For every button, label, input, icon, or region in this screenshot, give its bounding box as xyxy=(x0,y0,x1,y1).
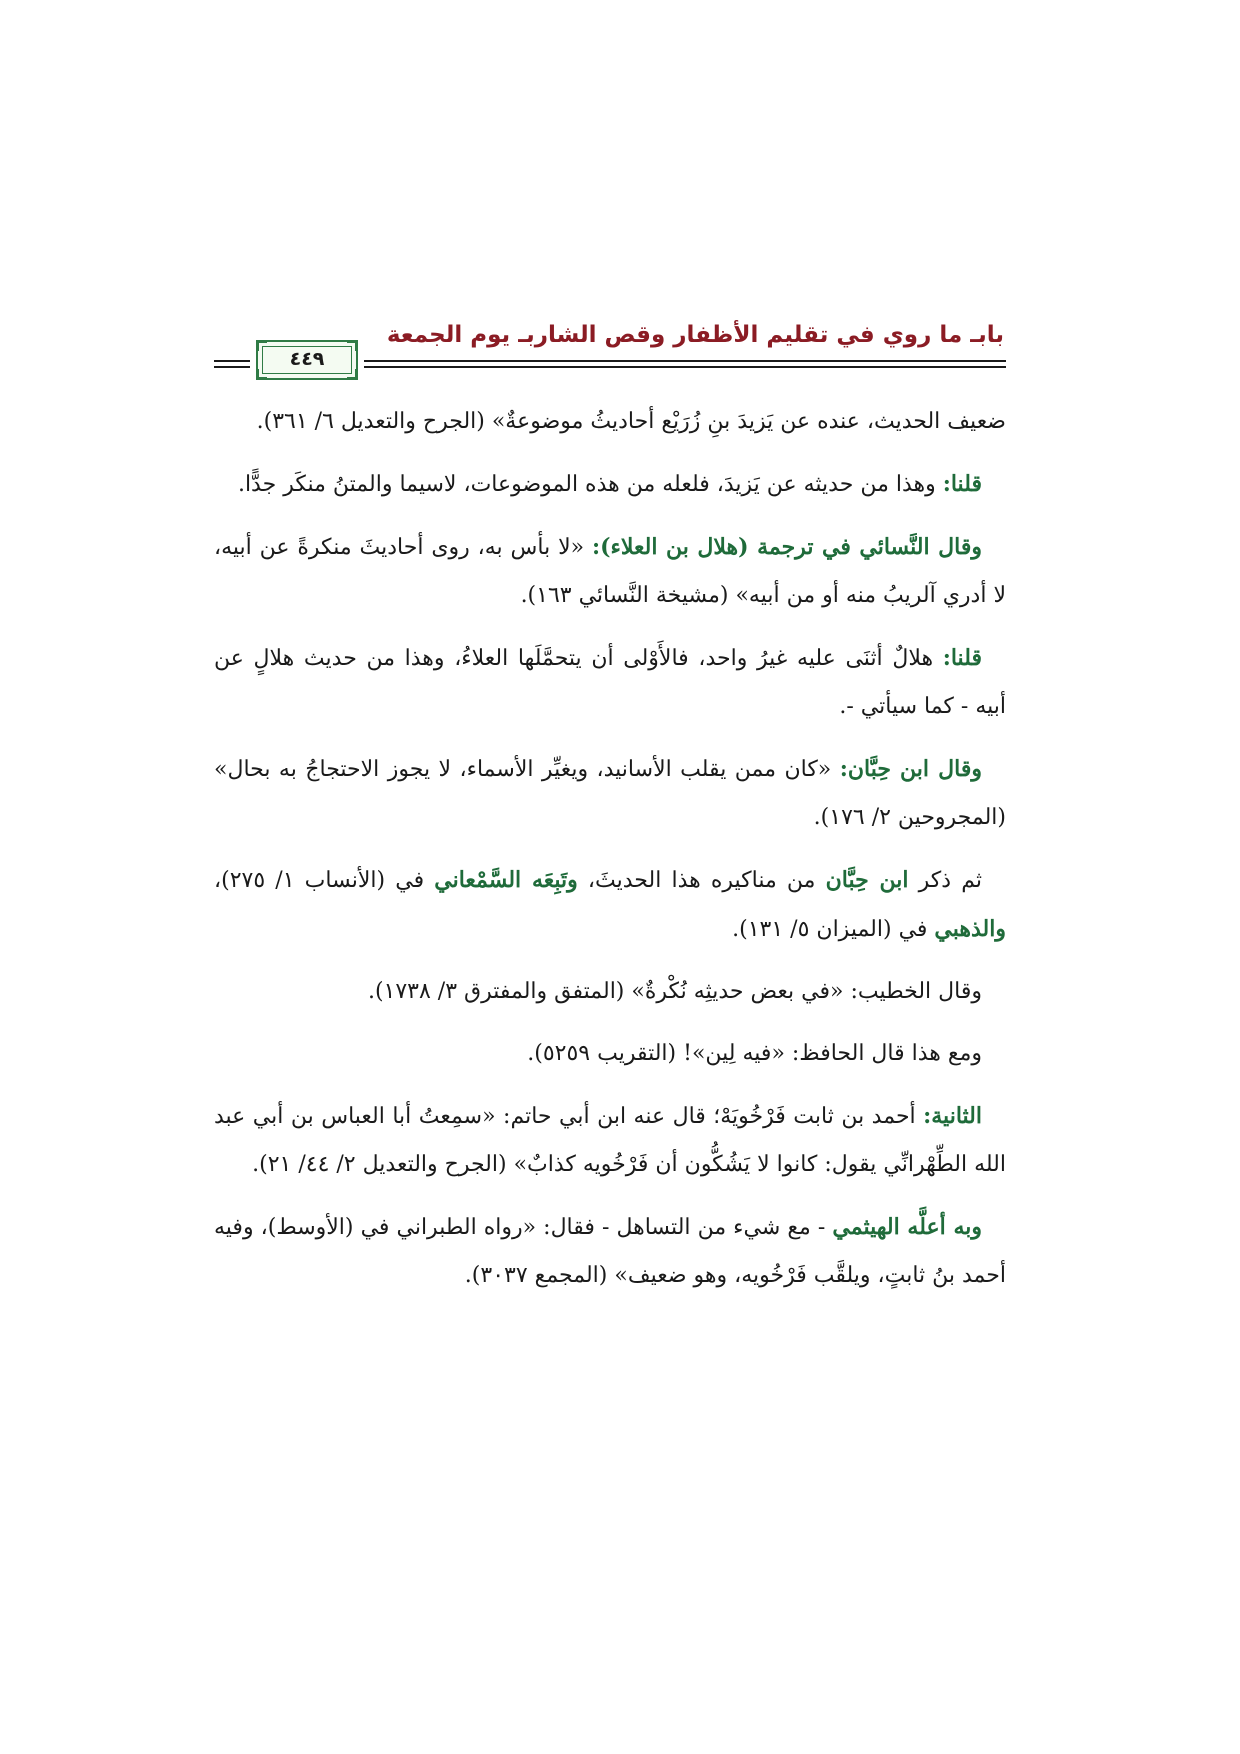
paragraph xyxy=(214,398,1006,446)
paragraph-text: ثم ذكر xyxy=(908,868,982,893)
paragraph xyxy=(214,634,1006,731)
page-header xyxy=(214,312,1006,384)
paragraph-label: قلنا: xyxy=(942,645,982,671)
paragraph-text: «كان ممن يقلب الأسانيد، ويغيِّر الأسماء، لا يجوز الاحتجاجُ به بحال» (المجروحين ٢/ ١٧٦). xyxy=(214,757,1006,830)
paragraph-label: ابن حِبَّان xyxy=(825,867,909,893)
paragraph-label: وتَبِعَه السَّمْعاني xyxy=(434,867,578,893)
ornament-corner-icon xyxy=(256,369,267,380)
paragraph-text: في (الميزان ٥/ ١٣١). xyxy=(732,917,935,942)
paragraph-text: في (الأنساب ١/ ٢٧٥)، xyxy=(214,868,435,893)
chapter-title: بابـ ما روي في تقليم الأظفار وقص الشاربـ يوم الجمعة xyxy=(386,322,1004,348)
paragraph-text: من مناكيره هذا الحديثَ، xyxy=(577,868,826,893)
page-number: ٤٤٩ xyxy=(289,348,325,370)
paragraph-text: هلالٌ أثنَى عليه غيرُ واحد، فالأَوْلى أن يتحمَّلَها العلاءُ، وهذا من حديث هلالٍ عن أبيه - كما سيأتي -. xyxy=(214,646,1006,719)
ornament-corner-icon xyxy=(347,369,358,380)
paragraph xyxy=(214,856,1006,954)
header-rule xyxy=(364,360,1006,362)
header-rule xyxy=(214,360,250,362)
paragraph-text: وهذا من حديثه عن يَزيدَ، فلعله من هذه الموضوعات، لاسيما والمتنُ منكَر جدًّا. xyxy=(237,472,936,497)
paragraph-text: - مع شيء من التساهل - فقال: «رواه الطبراني في (الأوسط)، وفيه أحمد بنُ ثابتٍ، ويلقَّب فَرْخُويه، وهو ضعيف» (المجمع ٣٠٣٧). xyxy=(214,1215,1006,1288)
paragraph-label: وبه أعلَّه الهيثمي xyxy=(832,1214,982,1240)
page-number-frame xyxy=(256,340,358,380)
paragraph-label: وقال ابن حِبَّان: xyxy=(839,756,982,782)
paragraph-text: ومع هذا قال الحافظ: «فيه لِين»! (التقريب ٥٢٥٩). xyxy=(527,1041,982,1066)
paragraph xyxy=(214,1203,1006,1300)
paragraph xyxy=(214,745,1006,842)
body-text xyxy=(214,398,1006,1314)
paragraph-text: وقال الخطيب: «في بعض حديثِه نُكْرةٌ» (المتفق والمفترق ٣/ ١٧٣٨). xyxy=(367,979,982,1004)
paragraph-label: قلنا: xyxy=(942,471,982,497)
paragraph-text: ضعيف الحديث، عنده عن يَزيدَ بنِ زُرَيْع أحاديثُ موضوعةٌ» (الجرح والتعديل ٦/ ٣٦١). xyxy=(256,409,1006,434)
paragraph-label: الثانية: xyxy=(923,1103,982,1129)
paragraph-label: والذهبي xyxy=(934,916,1006,942)
paragraph xyxy=(214,1092,1006,1189)
paragraph xyxy=(214,460,1006,509)
paragraph-text: «لا بأس به، روى أحاديثَ منكرةً عن أبيه، لا أدري آلريبُ منه أو من أبيه» (مشيخة النَّسائي ١٦٣). xyxy=(214,535,1006,608)
paragraph xyxy=(214,523,1006,620)
paragraph xyxy=(214,968,1006,1016)
header-rule xyxy=(364,366,1006,368)
paragraph-label: وقال النَّسائي في ترجمة (هلال بن العلاء): xyxy=(592,534,982,560)
paragraph-text: أحمد بن ثابت فَرْخُويَهْ؛ قال عنه ابن أبي حاتم: «سمِعتُ أبا العباس بن أبي عبد الله الطِّهْرانِّي يقول: كانوا لا يَشُكُّون أن فَرْخُويه كذابٌ» (الجرح والتعديل ٢/ ٤٤/ ٢١). xyxy=(214,1104,1006,1177)
header-rule xyxy=(214,366,250,368)
paragraph xyxy=(214,1030,1006,1078)
